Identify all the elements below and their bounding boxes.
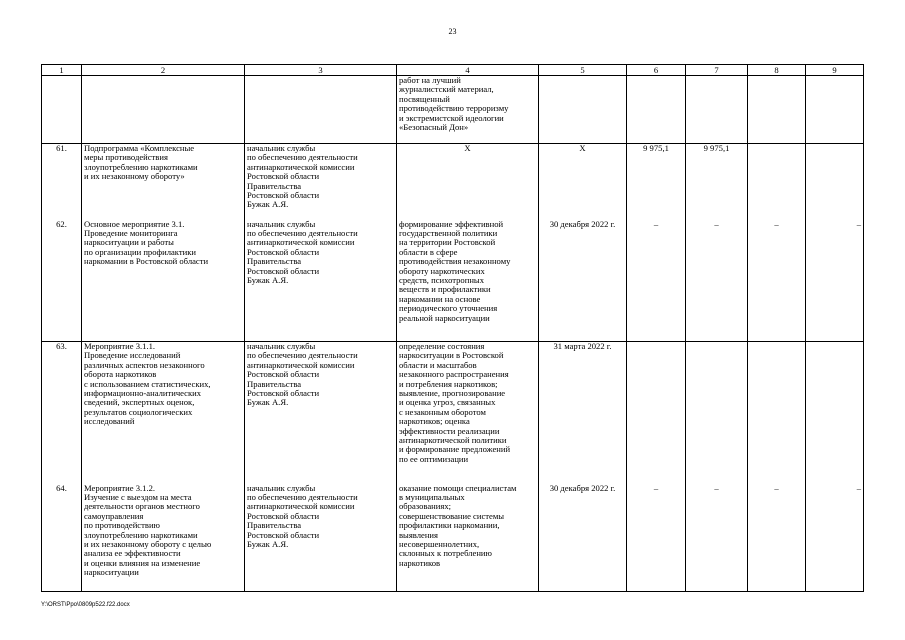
- value-col-8: [748, 76, 806, 144]
- measure-name: Мероприятие 3.1.2. Изучение с выездом на места деятельности органов местного самоуправления по противодействию злоупотреблению наркотиками и их незаконному обороту с целью анализа ее эффективности и оценки влияния на изменение наркоситуации: [82, 484, 245, 592]
- value-col-9: [806, 342, 864, 484]
- measure-name: Подпрограмма «Комплексные меры противодействия злоупотреблению наркотиками и их незаконному обороту»: [82, 144, 245, 220]
- expected-result: работ на лучший журналистский материал, посвященный противодействию терроризму и экстремистской идеологии «Безопасный Дон»: [397, 76, 539, 144]
- responsible-person: начальник службы по обеспечению деятельности антинаркотической комиссии Ростовской области Правительства Ростовской области Бужак А.Я.: [245, 484, 397, 592]
- measure-name: Мероприятие 3.1.1. Проведение исследований различных аспектов незаконного оборота наркотиков с использованием статистических, информационно-аналитических сведений, экспертных оценок, результатов социологических исследований: [82, 342, 245, 484]
- value-col-7: [686, 342, 748, 484]
- value-col-6: –: [627, 220, 686, 342]
- col-header-5: 5: [539, 65, 627, 76]
- value-col-8: [748, 342, 806, 484]
- table-row: [42, 144, 864, 220]
- value-col-9: [806, 144, 864, 220]
- expected-result: определение состояния наркоситуации в Ростовской области и масштабов незаконного распространения и потребления наркотиков; выявление, прогнозирование и оценка угроз, связанных с незаконным оборотом наркотиков; оценка эффективности реализации антинаркотической политики и формирование предложений по ее оптимизации: [397, 342, 539, 484]
- deadline: 30 декабря 2022 г.: [539, 484, 627, 592]
- responsible-person: начальник службы по обеспечению деятельности антинаркотической комиссии Ростовской области Правительства Ростовской области Бужак А.Я.: [245, 342, 397, 484]
- col-header-4: 4: [397, 65, 539, 76]
- header-row: [42, 65, 864, 76]
- col-header-1: 1: [42, 65, 82, 76]
- table-row: [42, 76, 864, 144]
- value-col-9: –: [806, 220, 864, 342]
- page-number: 23: [448, 27, 457, 36]
- deadline: 30 декабря 2022 г.: [539, 220, 627, 342]
- col-header-6: 6: [627, 65, 686, 76]
- value-col-6: [627, 342, 686, 484]
- value-col-7: [686, 76, 748, 144]
- col-header-3: 3: [245, 65, 397, 76]
- row-number: 64.: [42, 484, 82, 592]
- expected-result: Х: [397, 144, 539, 220]
- value-col-6: –: [627, 484, 686, 592]
- expected-result: формирование эффективной государственной политики на территории Ростовской области в сфере противодействия незаконному обороту наркотических средств, психотропных веществ и профилактики наркомании на основе периодического уточнения реальной наркоситуации: [397, 220, 539, 342]
- col-header-7: 7: [686, 65, 748, 76]
- col-header-9: 9: [806, 65, 864, 76]
- col-header-2: 2: [82, 65, 245, 76]
- col-header-8: 8: [748, 65, 806, 76]
- row-number: 61.: [42, 144, 82, 220]
- expected-result: оказание помощи специалистам в муниципальных образованиях; совершенствование системы профилактики наркомании, выявления несовершеннолетних, склонных к потреблению наркотиков: [397, 484, 539, 592]
- value-col-7: 9 975,1: [686, 144, 748, 220]
- value-col-7: –: [686, 220, 748, 342]
- footer-file-path: Y:\ORST\Ppo\0809p522.f22.docx: [41, 602, 130, 608]
- responsible-person: [245, 76, 397, 144]
- responsible-person: начальник службы по обеспечению деятельности антинаркотической комиссии Ростовской области Правительства Ростовской области Бужак А.Я.: [245, 220, 397, 342]
- value-col-6: [627, 76, 686, 144]
- value-col-8: –: [748, 484, 806, 592]
- deadline: [539, 76, 627, 144]
- row-number: [42, 76, 82, 144]
- value-col-8: –: [748, 220, 806, 342]
- responsible-person: начальник службы по обеспечению деятельности антинаркотической комиссии Ростовской области Правительства Ростовской области Бужак А.Я.: [245, 144, 397, 220]
- table-row: [42, 484, 864, 592]
- deadline: Х: [539, 144, 627, 220]
- value-col-9: –: [806, 484, 864, 592]
- measure-name: Основное мероприятие 3.1. Проведение мониторинга наркоситуации и работы по организации профилактики наркомании в Ростовской области: [82, 220, 245, 342]
- measures-table: [41, 64, 864, 592]
- table-row: [42, 220, 864, 342]
- value-col-8: [748, 144, 806, 220]
- table-row: [42, 342, 864, 484]
- row-number: 62.: [42, 220, 82, 342]
- deadline: 31 марта 2022 г.: [539, 342, 627, 484]
- value-col-7: –: [686, 484, 748, 592]
- row-number: 63.: [42, 342, 82, 484]
- value-col-6: 9 975,1: [627, 144, 686, 220]
- value-col-9: [806, 76, 864, 144]
- measure-name: [82, 76, 245, 144]
